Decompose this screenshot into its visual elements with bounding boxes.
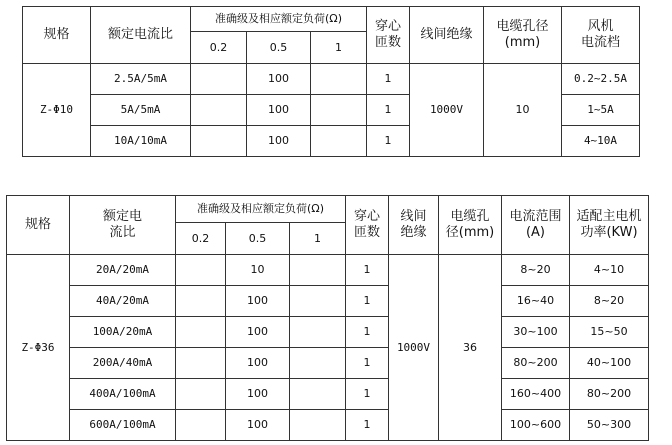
header-turns: 穿心 匝数 bbox=[346, 196, 389, 255]
ratio-cell: 40A/20mA bbox=[70, 286, 176, 317]
acc-1-cell bbox=[290, 348, 346, 379]
acc-0-2-cell bbox=[176, 410, 226, 441]
acc-0-2-cell bbox=[191, 95, 247, 126]
acc-0-2-cell bbox=[191, 64, 247, 95]
header-accuracy: 准确级及相应额定负荷(Ω) bbox=[176, 196, 346, 223]
acc-0-5-cell: 100 bbox=[226, 317, 290, 348]
motor-power-cell: 80~200 bbox=[570, 379, 649, 410]
ratio-cell: 2.5A/5mA bbox=[91, 64, 191, 95]
acc-1-cell bbox=[290, 317, 346, 348]
acc-0-5-cell: 100 bbox=[247, 95, 311, 126]
header-acc-0-2: 0.2 bbox=[191, 32, 247, 64]
header-current-range: 电流范围 (A) bbox=[502, 196, 570, 255]
header-rated-ratio: 额定电流比 bbox=[91, 7, 191, 64]
acc-1-cell bbox=[311, 64, 367, 95]
current-range-cell: 16~40 bbox=[502, 286, 570, 317]
model-cell: Z-Φ36 bbox=[7, 255, 70, 441]
fan-current-cell: 1~5A bbox=[562, 95, 640, 126]
ratio-cell: 20A/20mA bbox=[70, 255, 176, 286]
current-range-cell: 80~200 bbox=[502, 348, 570, 379]
model-cell: Z-Φ10 bbox=[23, 64, 91, 157]
ratio-cell: 10A/10mA bbox=[91, 126, 191, 157]
turns-cell: 1 bbox=[346, 286, 389, 317]
motor-power-cell: 40~100 bbox=[570, 348, 649, 379]
turns-cell: 1 bbox=[346, 410, 389, 441]
header-cable-hole: 电缆孔 径(mm) bbox=[439, 196, 502, 255]
fan-current-cell: 0.2~2.5A bbox=[562, 64, 640, 95]
turns-cell: 1 bbox=[367, 95, 410, 126]
acc-1-cell bbox=[290, 379, 346, 410]
acc-0-2-cell bbox=[176, 286, 226, 317]
turns-cell: 1 bbox=[346, 348, 389, 379]
current-range-cell: 100~600 bbox=[502, 410, 570, 441]
header-insulation: 线间绝缘 bbox=[410, 7, 484, 64]
header-acc-1: 1 bbox=[290, 223, 346, 255]
turns-cell: 1 bbox=[367, 64, 410, 95]
table-row bbox=[7, 348, 649, 379]
header-rated-ratio: 额定电 流比 bbox=[70, 196, 176, 255]
acc-0-5-cell: 100 bbox=[247, 126, 311, 157]
turns-cell: 1 bbox=[367, 126, 410, 157]
acc-0-2-cell bbox=[176, 317, 226, 348]
acc-0-5-cell: 100 bbox=[226, 348, 290, 379]
acc-1-cell bbox=[290, 286, 346, 317]
ratio-cell: 5A/5mA bbox=[91, 95, 191, 126]
table-row bbox=[7, 286, 649, 317]
header-cable-hole: 电缆孔径 (mm) bbox=[484, 7, 562, 64]
acc-0-2-cell bbox=[191, 126, 247, 157]
acc-0-5-cell: 100 bbox=[226, 410, 290, 441]
header-turns: 穿心 匝数 bbox=[367, 7, 410, 64]
turns-cell: 1 bbox=[346, 317, 389, 348]
header-insulation: 线间 绝缘 bbox=[389, 196, 439, 255]
ratio-cell: 400A/100mA bbox=[70, 379, 176, 410]
table-row bbox=[7, 379, 649, 410]
header-acc-1: 1 bbox=[311, 32, 367, 64]
acc-1-cell bbox=[290, 410, 346, 441]
header-acc-0-2: 0.2 bbox=[176, 223, 226, 255]
motor-power-cell: 8~20 bbox=[570, 286, 649, 317]
acc-1-cell bbox=[311, 126, 367, 157]
table-row bbox=[7, 317, 649, 348]
table-row bbox=[7, 410, 649, 441]
turns-cell: 1 bbox=[346, 255, 389, 286]
table-row bbox=[23, 64, 640, 95]
acc-1-cell bbox=[311, 95, 367, 126]
header-acc-0-5: 0.5 bbox=[247, 32, 311, 64]
motor-power-cell: 4~10 bbox=[570, 255, 649, 286]
ratio-cell: 200A/40mA bbox=[70, 348, 176, 379]
header-acc-0-5: 0.5 bbox=[226, 223, 290, 255]
spec-table-z-phi10 bbox=[22, 6, 640, 157]
acc-0-5-cell: 10 bbox=[226, 255, 290, 286]
acc-0-2-cell bbox=[176, 379, 226, 410]
header-spec: 规格 bbox=[7, 196, 70, 255]
acc-0-2-cell bbox=[176, 255, 226, 286]
spec-table-z-phi36 bbox=[6, 195, 649, 441]
header-spec: 规格 bbox=[23, 7, 91, 64]
motor-power-cell: 15~50 bbox=[570, 317, 649, 348]
hole-cell: 10 bbox=[484, 64, 562, 157]
motor-power-cell: 50~300 bbox=[570, 410, 649, 441]
fan-current-cell: 4~10A bbox=[562, 126, 640, 157]
acc-1-cell bbox=[290, 255, 346, 286]
insulation-cell: 1000V bbox=[389, 255, 439, 441]
header-fan-current: 风机 电流档 bbox=[562, 7, 640, 64]
current-range-cell: 30~100 bbox=[502, 317, 570, 348]
ratio-cell: 100A/20mA bbox=[70, 317, 176, 348]
insulation-cell: 1000V bbox=[410, 64, 484, 157]
turns-cell: 1 bbox=[346, 379, 389, 410]
header-accuracy: 准确级及相应额定负荷(Ω) bbox=[191, 7, 367, 32]
acc-0-5-cell: 100 bbox=[247, 64, 311, 95]
table-row bbox=[7, 255, 649, 286]
acc-0-5-cell: 100 bbox=[226, 286, 290, 317]
header-motor-power: 适配主电机 功率(KW) bbox=[570, 196, 649, 255]
current-range-cell: 8~20 bbox=[502, 255, 570, 286]
current-range-cell: 160~400 bbox=[502, 379, 570, 410]
acc-0-5-cell: 100 bbox=[226, 379, 290, 410]
hole-cell: 36 bbox=[439, 255, 502, 441]
acc-0-2-cell bbox=[176, 348, 226, 379]
ratio-cell: 600A/100mA bbox=[70, 410, 176, 441]
